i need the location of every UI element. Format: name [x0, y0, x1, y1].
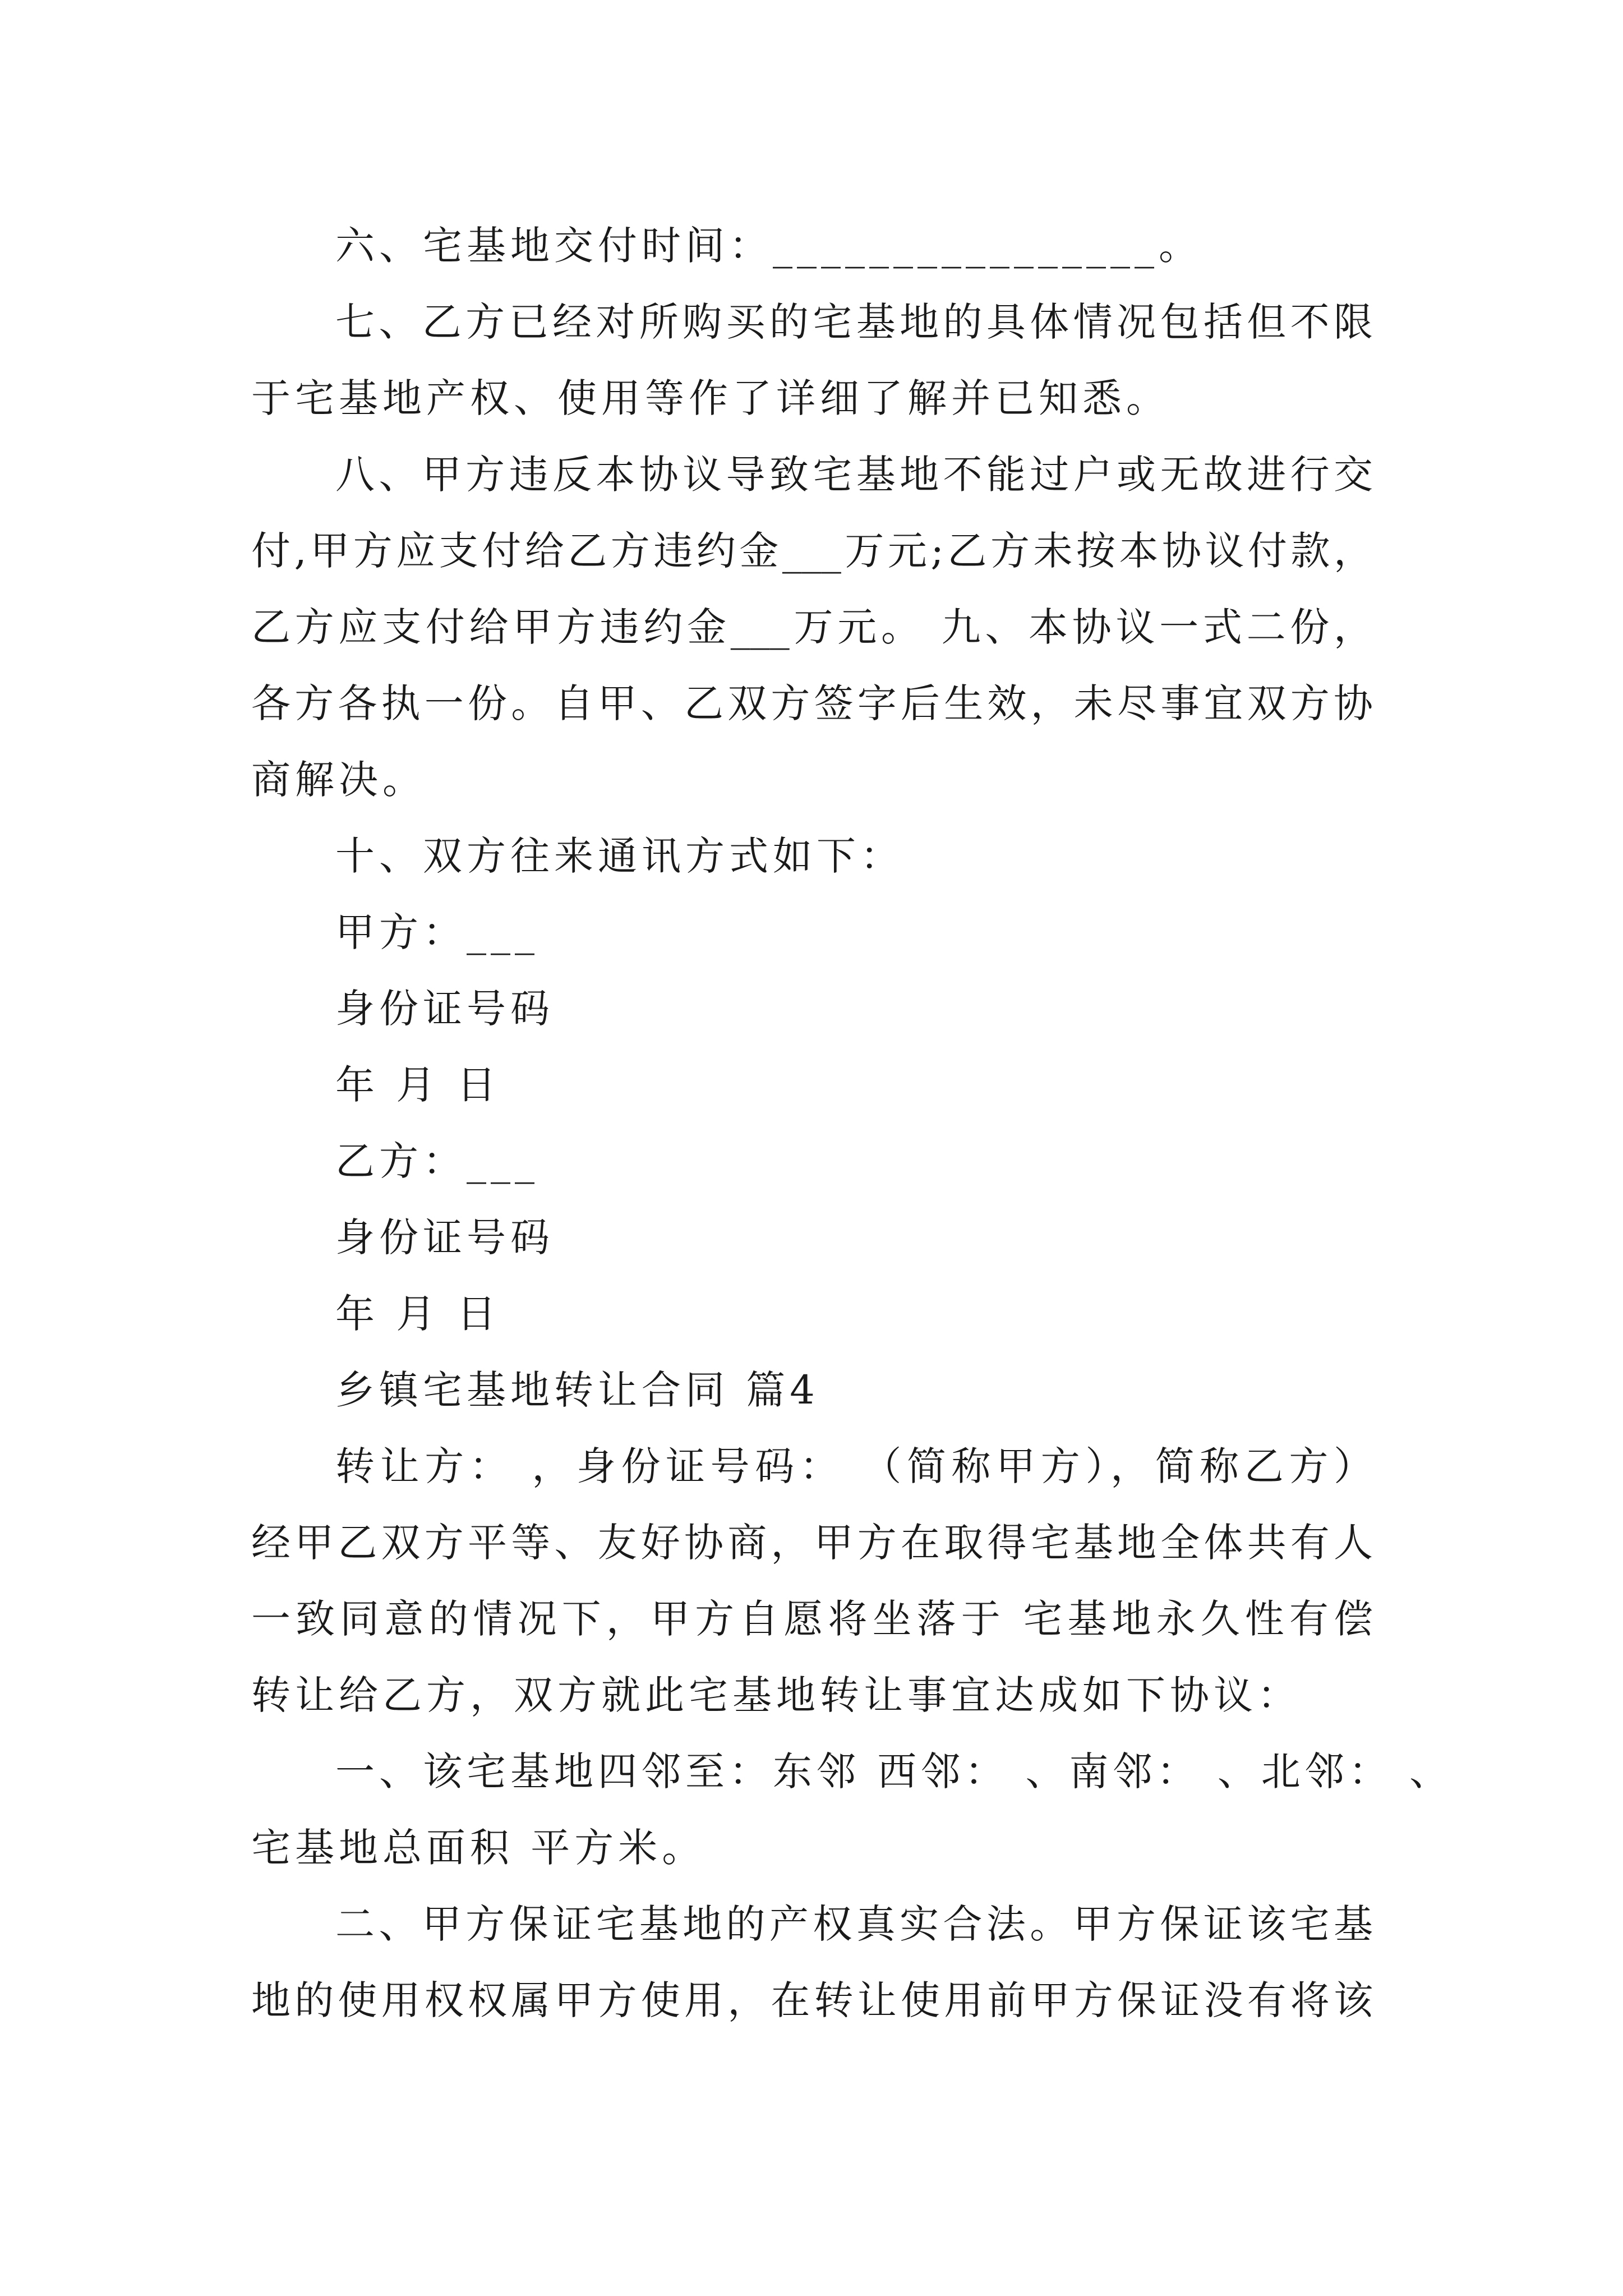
clause-10-line: 十、双方往来通讯方式如下： [335, 833, 904, 879]
party-a-label: 甲方：___ [335, 909, 539, 955]
party-b-id-label: 身份证号码 [335, 1214, 554, 1260]
clause-8-line-2: 付,甲方应支付给乙方违约金___万元;乙方未按本协议付款， [251, 528, 1373, 574]
section-title: 乡镇宅基地转让合同 篇4 [335, 1367, 819, 1413]
intro-line-2: 经甲乙双方平等、友好协商，甲方在取得宅基地全体共有人 [251, 1520, 1373, 1566]
article-1-line-1: 一、该宅基地四邻至：东邻 西邻： 、南邻： 、北邻： 、 [335, 1749, 1454, 1795]
intro-line-4: 转让给乙方，双方就此宅基地转让事宜达成如下协议： [251, 1672, 1301, 1718]
clause-9-line-3: 商解决。 [251, 757, 426, 803]
party-a-id-label: 身份证号码 [335, 986, 554, 1032]
intro-line-1: 转让方： ，身份证号码： （简称甲方），简称乙方） [335, 1443, 1373, 1489]
clause-7-line-2: 于宅基地产权、使用等作了详细了解并已知悉。 [251, 375, 1170, 421]
clause-8-line-3: 乙方应支付给甲方违约金___万元。 九、本协议一式二份， [251, 604, 1373, 650]
article-2-line-1: 二、甲方保证宅基地的产权真实合法。甲方保证该宅基 [335, 1901, 1373, 1947]
party-b-date: 年 月 日 [335, 1291, 501, 1337]
article-2-line-2: 地的使用权权属甲方使用，在转让使用前甲方保证没有将该 [251, 1977, 1373, 2023]
intro-line-3: 一致同意的情况下，甲方自愿将坐落于 宅基地永久性有偿 [251, 1596, 1373, 1642]
clause-8-line-1: 八、甲方违反本协议导致宅基地不能过户或无故进行交 [335, 452, 1373, 498]
clause-9-line-2: 各方各执一份。自甲、乙双方签字后生效，未尽事宜双方协 [251, 680, 1373, 726]
clause-7-line-1: 七、乙方已经对所购买的宅基地的具体情况包括但不限 [335, 299, 1373, 345]
party-a-date: 年 月 日 [335, 1062, 501, 1108]
document-body [251, 208, 1454, 2039]
party-b-label: 乙方：___ [335, 1138, 539, 1184]
clause-6-line: 六、宅基地交付时间：________________。 [335, 223, 1202, 269]
article-1-line-2: 宅基地总面积 平方米。 [251, 1825, 706, 1871]
